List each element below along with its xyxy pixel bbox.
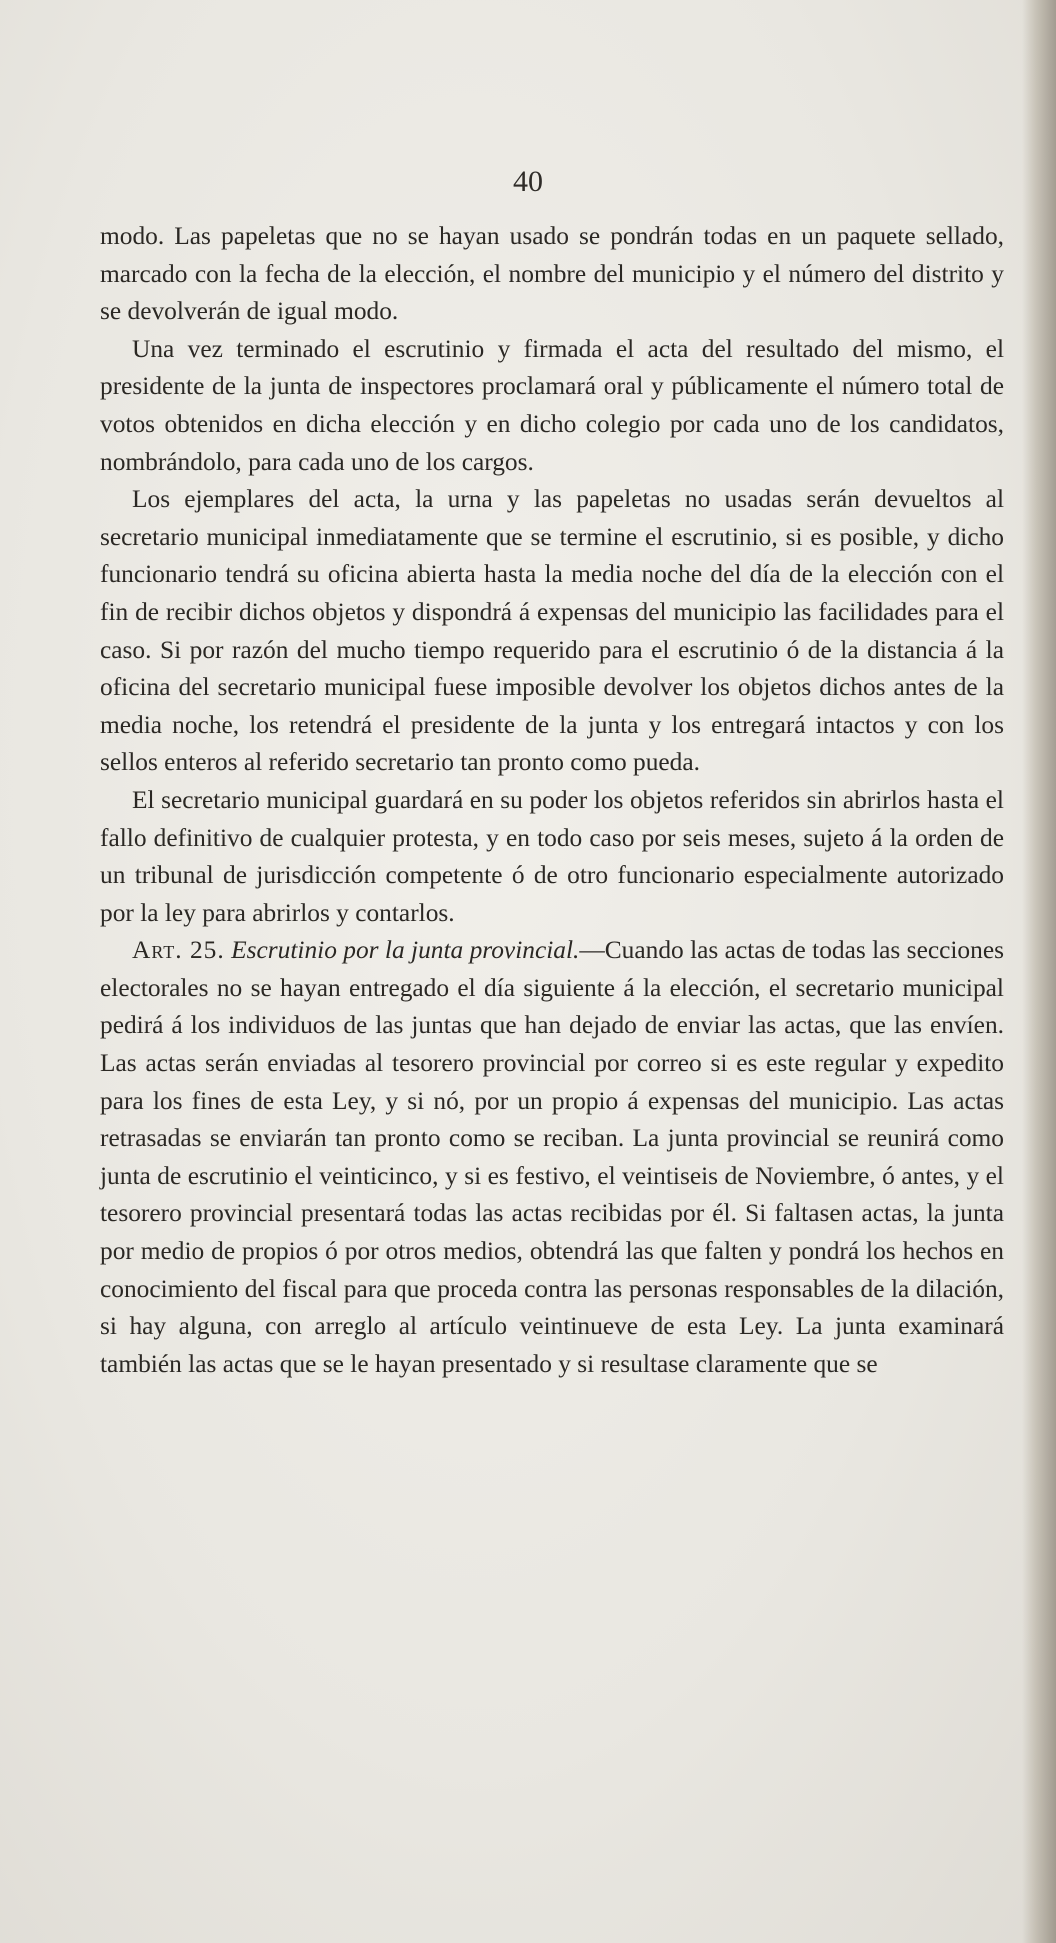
paragraph-2: Una vez terminado el escrutinio y firmada el acta del resultado del mismo, el presidente de la junta de inspectores proclamará oral y públicamente el número total de votos obtenidos en dicha elección y en dicho colegio por cada uno de los candidatos, nombrándolo, para cada uno de los cargos. xyxy=(100,334,1004,476)
body-text xyxy=(100,218,1004,1383)
page-edge-shadow xyxy=(1022,0,1056,1943)
paragraph-3: Los ejemplares del acta, la urna y las papeletas no usadas serán devueltos al secretario municipal inmediatamente que se termine el escrutinio, si es posible, y dicho funcionario tendrá su oficina abierta hasta la media noche del día de la elección con el fin de recibir dichos objetos y dispondrá á expensas del municipio las facilidades para el caso. Si por razón del mucho tiempo requerido para el escrutinio ó de la distancia á la oficina del secretario municipal fuese imposible devolver los objetos dichos antes de la media noche, los retendrá el presidente de la junta y los entregará intactos y con los sellos enteros al referido secretario tan pronto como pueda. xyxy=(100,485,1004,777)
paragraph-1: modo. Las papeletas que no se hayan usado se pondrán todas en un paquete sellado, marcado con la fecha de la elección, el nombre del municipio y el número del distrito y se devolverán de igual modo. xyxy=(100,222,1004,326)
page-number: 40 xyxy=(513,165,543,198)
paragraph-4: El secretario municipal guardará en su poder los objetos referidos sin abrirlos hasta el fallo definitivo de cualquier protesta, y en todo caso por seis meses, sujeto á la orden de un tribunal de jurisdicción competente ó de otro funcionario especialmente autorizado por la ley para abrirlos y contarlos. xyxy=(100,785,1004,927)
article-25 xyxy=(100,932,1004,1383)
article-label: Art. 25. xyxy=(132,936,225,965)
article-text: —Cuando las actas de todas las secciones electorales no se hayan entregado el día siguiente á la elección, el secretario municipal pedirá á los individuos de las juntas que han dejado de enviar las actas, que las envíen. Las actas serán enviadas al tesorero provincial por correo si es este regular y expedito para los fines de esta Ley, y si nó, por un propio á expensas del municipio. Las actas retrasadas se enviarán tan pronto como se reciban. La junta provincial se reunirá como junta de escrutinio el veinticinco, y si es festivo, el veintiseis de Noviembre, ó antes, y el tesorero provincial presentará todas las actas recibidas por él. Si faltasen actas, la junta por medio de propios ó por otros medios, obtendrá las que falten y pondrá los hechos en conocimiento del fiscal para que proceda contra las personas responsables de la dilación, si hay alguna, con arreglo al artículo veintinueve de esta Ley. La junta examinará también las actas que se le hayan presentado y si resultase claramente que se xyxy=(100,936,1004,1378)
article-title: Escrutinio por la junta provincial. xyxy=(231,936,580,965)
